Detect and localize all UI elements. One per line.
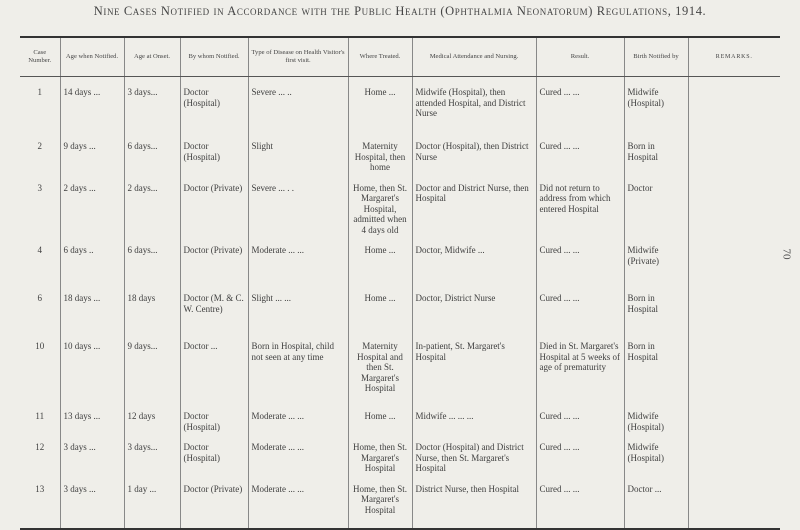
cell-where: Home, then St. Margaret's Hospital bbox=[348, 474, 412, 529]
cell-by-whom: Doctor (M. & C. W. Centre) bbox=[180, 283, 248, 331]
cell-age-onset: 18 days bbox=[124, 283, 180, 331]
cell-where: Home ... bbox=[348, 401, 412, 432]
table-row bbox=[20, 474, 780, 529]
page-number: 70 bbox=[780, 248, 793, 260]
cell-birth: Midwife (Hospital) bbox=[624, 401, 688, 432]
cell-age-notified: 9 days ... bbox=[60, 131, 124, 173]
col-medical-attendance: Medical Attendance and Nursing. bbox=[412, 37, 536, 77]
cell-medical: Doctor, District Nurse bbox=[412, 283, 536, 331]
cell-where: Home ... bbox=[348, 77, 412, 132]
cell-medical: Midwife ... ... ... bbox=[412, 401, 536, 432]
cell-where: Home, then St. Margaret's Hospital bbox=[348, 432, 412, 474]
cell-medical: Doctor, Midwife ... bbox=[412, 235, 536, 283]
cell-age-notified: 6 days .. bbox=[60, 235, 124, 283]
col-where-treated: Where Treated. bbox=[348, 37, 412, 77]
cell-result: Cured ... ... bbox=[536, 131, 624, 173]
cell-birth: Born in Hospital bbox=[624, 283, 688, 331]
cell-remarks bbox=[688, 432, 780, 474]
cell-where: Maternity Hospital and then St. Margaret's Hospital bbox=[348, 331, 412, 401]
table-row bbox=[20, 401, 780, 432]
cell-by-whom: Doctor (Hospital) bbox=[180, 131, 248, 173]
cell-type: Severe ... . . bbox=[248, 173, 348, 236]
cell-case: 12 bbox=[35, 442, 45, 452]
cell-by-whom: Doctor ... bbox=[180, 331, 248, 401]
cell-by-whom: Doctor (Hospital) bbox=[180, 77, 248, 132]
col-type-disease: Type of Disease on Health Visitor's first visit. bbox=[248, 37, 348, 77]
cell-type: Severe ... .. bbox=[248, 77, 348, 132]
cases-table bbox=[20, 36, 780, 530]
cell-result: Cured ... ... bbox=[536, 432, 624, 474]
cell-remarks bbox=[688, 235, 780, 283]
cell-age-onset: 3 days... bbox=[124, 77, 180, 132]
cell-age-onset: 1 day ... bbox=[124, 474, 180, 529]
cell-type: Born in Hospital, child not seen at any time bbox=[248, 331, 348, 401]
col-age-notified: Age when Notified. bbox=[60, 37, 124, 77]
table-row bbox=[20, 283, 780, 331]
cell-birth: Born in Hospital bbox=[624, 131, 688, 173]
cell-age-notified: 14 days ... bbox=[60, 77, 124, 132]
cell-type: Slight ... ... bbox=[248, 283, 348, 331]
cell-case: 4 bbox=[37, 245, 42, 255]
cell-birth: Midwife (Private) bbox=[624, 235, 688, 283]
cell-where: Home ... bbox=[348, 283, 412, 331]
cell-age-onset: 6 days... bbox=[124, 131, 180, 173]
cell-remarks bbox=[688, 331, 780, 401]
header-row bbox=[20, 37, 780, 77]
col-result: Result. bbox=[536, 37, 624, 77]
cell-result: Cured ... ... bbox=[536, 235, 624, 283]
cell-case: 2 bbox=[37, 141, 42, 151]
cell-age-onset: 6 days... bbox=[124, 235, 180, 283]
cell-type: Slight bbox=[248, 131, 348, 173]
cell-by-whom: Doctor (Private) bbox=[180, 235, 248, 283]
cell-remarks bbox=[688, 401, 780, 432]
table-row bbox=[20, 235, 780, 283]
cell-result: Cured ... ... bbox=[536, 77, 624, 132]
cell-medical: District Nurse, then Hospital bbox=[412, 474, 536, 529]
cell-result: Cured ... ... bbox=[536, 474, 624, 529]
cell-remarks bbox=[688, 77, 780, 132]
cell-where: Home ... bbox=[348, 235, 412, 283]
cell-remarks bbox=[688, 474, 780, 529]
col-remarks: REMARKS. bbox=[688, 37, 780, 77]
cell-age-notified: 13 days ... bbox=[60, 401, 124, 432]
table-row bbox=[20, 77, 780, 132]
cell-case: 3 bbox=[37, 182, 42, 193]
cell-age-onset: 9 days... bbox=[124, 331, 180, 401]
table-row bbox=[20, 131, 780, 173]
cell-medical: Doctor and District Nurse, then Hospital bbox=[412, 173, 536, 236]
table-row bbox=[20, 173, 780, 236]
cell-by-whom: Doctor (Hospital) bbox=[180, 432, 248, 474]
cell-medical: Midwife (Hospital), then attended Hospital, and District Nurse bbox=[412, 77, 536, 132]
cell-age-notified: 2 days ... bbox=[60, 173, 124, 236]
cell-by-whom: Doctor (Hospital) bbox=[180, 401, 248, 432]
cell-age-notified: 3 days ... bbox=[60, 432, 124, 474]
cell-type: Moderate ... ... bbox=[248, 474, 348, 529]
cell-case: 6 bbox=[37, 293, 42, 303]
cell-birth: Doctor bbox=[624, 173, 688, 236]
cell-age-notified: 18 days ... bbox=[60, 283, 124, 331]
cell-medical: Doctor (Hospital), then District Nurse bbox=[412, 131, 536, 173]
cell-age-onset: 12 days bbox=[124, 401, 180, 432]
cell-by-whom: Doctor (Private) bbox=[180, 474, 248, 529]
cell-birth: Doctor ... bbox=[624, 474, 688, 529]
cell-age-onset: 3 days... bbox=[124, 432, 180, 474]
cell-result: Cured ... ... bbox=[536, 401, 624, 432]
cell-age-notified: 10 days ... bbox=[60, 331, 124, 401]
cell-age-notified: 3 days ... bbox=[60, 474, 124, 529]
cell-case: 10 bbox=[35, 341, 45, 351]
cell-birth: Midwife (Hospital) bbox=[624, 77, 688, 132]
cell-remarks bbox=[688, 131, 780, 173]
cell-case: 11 bbox=[35, 411, 45, 421]
cell-type: Moderate ... ... bbox=[248, 401, 348, 432]
table-row bbox=[20, 432, 780, 474]
cell-where: Home, then St. Margaret's Hospital, admitted when 4 days old bbox=[348, 173, 412, 236]
cell-case: 13 bbox=[20, 474, 60, 529]
cell-where: Maternity Hospital, then home bbox=[348, 131, 412, 173]
col-case-number: Case Number. bbox=[20, 37, 60, 77]
cell-result: Cured ... ... bbox=[536, 283, 624, 331]
col-by-whom: By whom Notified. bbox=[180, 37, 248, 77]
cell-birth: Born in Hospital bbox=[624, 331, 688, 401]
cell-result: Died in St. Margaret's Hospital at 5 weeks of age of prematurity bbox=[536, 331, 624, 401]
cell-case: 1 bbox=[37, 87, 42, 97]
col-birth-notified: Birth Notified by bbox=[624, 37, 688, 77]
cell-type: Moderate ... ... bbox=[248, 432, 348, 474]
cell-remarks bbox=[688, 173, 780, 236]
cell-medical: In-patient, St. Margaret's Hospital bbox=[412, 331, 536, 401]
cell-age-onset: 2 days... bbox=[124, 173, 180, 236]
cell-type: Moderate ... ... bbox=[248, 235, 348, 283]
cell-birth: Midwife (Hospital) bbox=[624, 432, 688, 474]
col-age-onset: Age at Onset. bbox=[124, 37, 180, 77]
page-title: Nine Cases Notified in Accordance with the Public Health (Ophthalmia Neonatorum) Regulations, 1914. bbox=[93, 4, 707, 18]
cell-result: Did not return to address from which entered Hospital bbox=[536, 173, 624, 236]
cell-by-whom: Doctor (Private) bbox=[180, 173, 248, 236]
cell-remarks bbox=[688, 283, 780, 331]
table-row bbox=[20, 331, 780, 401]
cell-medical: Doctor (Hospital) and District Nurse, then St. Margaret's Hospital bbox=[412, 432, 536, 474]
